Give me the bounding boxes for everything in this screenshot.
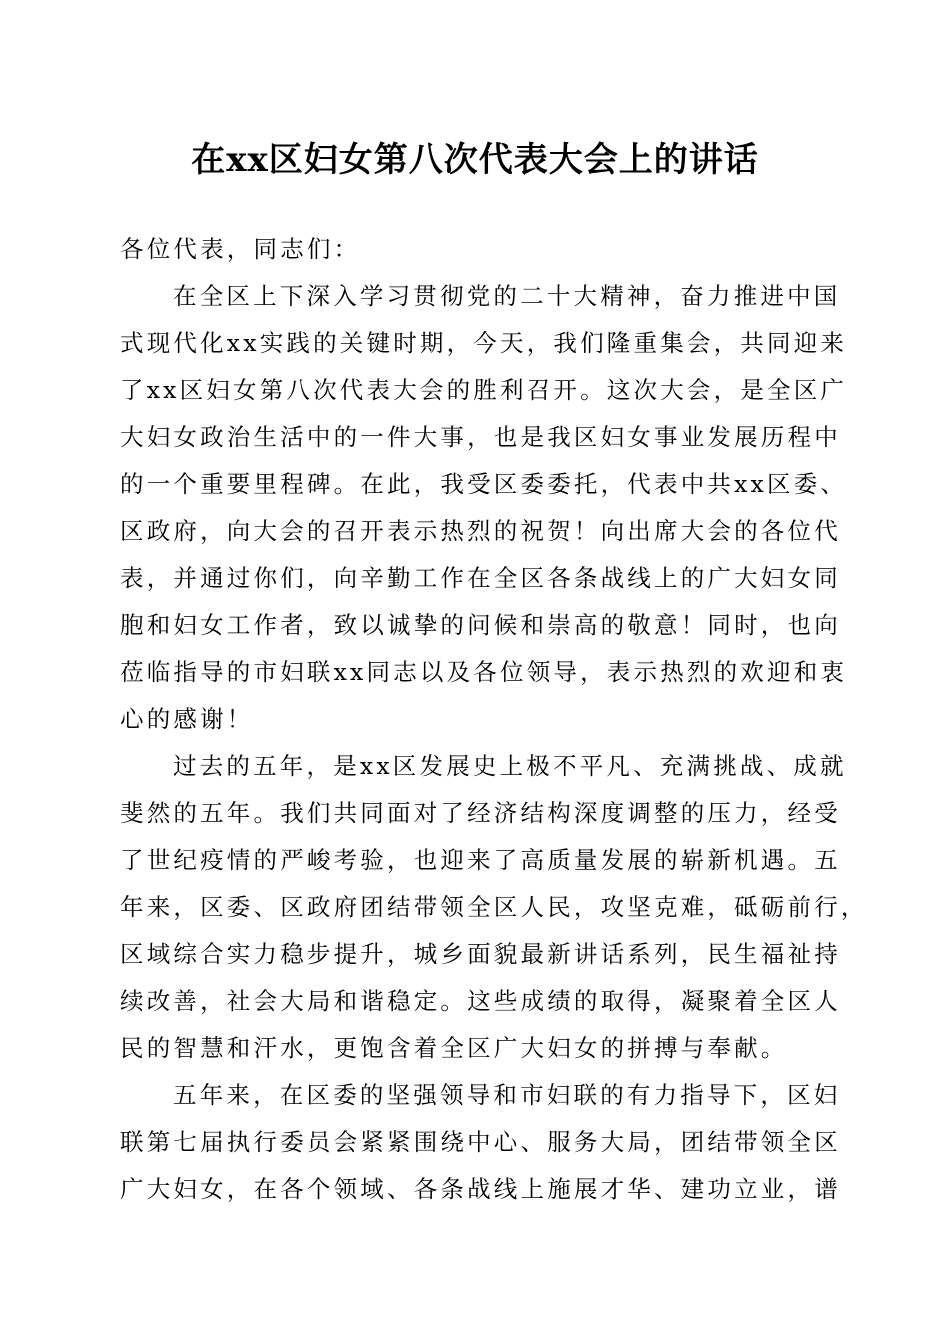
paragraph-line: 心的感谢！: [120, 705, 254, 733]
paragraph-line: 莅临指导的市妇联xx同志以及各位领导，表示热烈的欢迎和衷: [120, 658, 848, 686]
paragraph-line: 在全区上下深入学习贯彻党的二十大精神，奋力推进中国: [173, 282, 841, 310]
paragraph-line: 过去的五年，是xx区发展史上极不平凡、充满挑战、成就: [173, 752, 847, 780]
paragraph-3: [120, 1072, 841, 1213]
paragraph-2: [120, 743, 868, 1072]
document-title: 在xx区妇女第八次代表大会上的讲话: [191, 140, 759, 180]
paragraph-line: 民的智慧和汗水，更饱含着全区广大妇女的拼搏与奉献。: [120, 1034, 788, 1062]
paragraph-line: 联第七届执行委员会紧紧围绕中心、服务大局，团结带领全区: [120, 1128, 841, 1156]
paragraph-1: [120, 273, 848, 743]
paragraph-line: 表，并通过你们，向辛勤工作在全区各条战线上的广大妇女同: [120, 564, 841, 592]
paragraph-line: 年来，区委、区政府团结带领全区人民，攻坚克难，砥砺前行，: [120, 893, 868, 921]
paragraph-line: 区政府，向大会的召开表示热烈的祝贺！向出席大会的各位代: [120, 517, 841, 545]
paragraph-line: 五年来，在区委的坚强领导和市妇联的有力指导下，区妇: [173, 1081, 841, 1109]
document-body: [120, 226, 868, 1213]
paragraph-line: 广大妇女，在各个领域、各条战线上施展才华、建功立业，谱: [120, 1175, 841, 1203]
paragraph-line: 的一个重要里程碑。在此，我受区委委托，代表中共xx区委、: [120, 470, 848, 498]
paragraph-line: 了xx区妇女第八次代表大会的胜利召开。这次大会，是全区广: [120, 376, 848, 404]
paragraph-line: 区域综合实力稳步提升，城乡面貌最新讲话系列，民生福祉持: [120, 940, 841, 968]
paragraph-line: 了世纪疫情的严峻考验，也迎来了高质量发展的崭新机遇。五: [120, 846, 841, 874]
paragraph-line: 式现代化xx实践的关键时期，今天，我们隆重集会，共同迎来: [120, 329, 848, 357]
paragraph-line: 续改善，社会大局和谐稳定。这些成绩的取得，凝聚着全区人: [120, 987, 841, 1015]
paragraph-line: 大妇女政治生活中的一件大事，也是我区妇女事业发展历程中: [120, 423, 841, 451]
paragraph-line: 胞和妇女工作者，致以诚挚的问候和崇高的敬意！同时，也向: [120, 611, 841, 639]
paragraph-line: 斐然的五年。我们共同面对了经济结构深度调整的压力，经受: [120, 799, 841, 827]
salutation: 各位代表，同志们：: [120, 235, 361, 263]
